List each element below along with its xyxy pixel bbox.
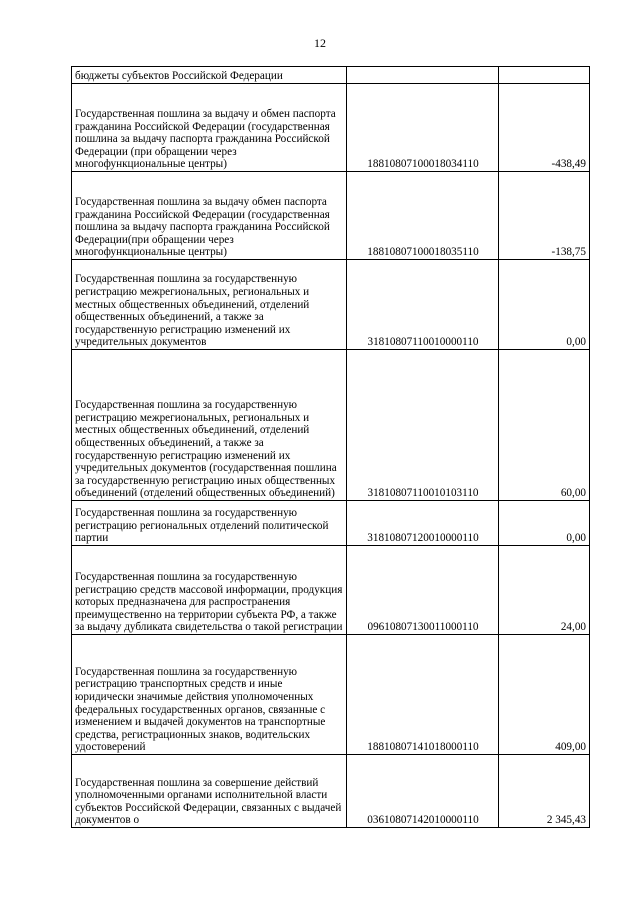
budget-code-cell: 18810807141018000110 bbox=[347, 635, 499, 755]
amount-cell bbox=[499, 67, 590, 84]
budget-code-cell bbox=[347, 67, 499, 84]
table-row bbox=[72, 350, 590, 501]
amount-cell: 409,00 bbox=[499, 635, 590, 755]
budget-code-cell: 18810807100018035110 bbox=[347, 172, 499, 260]
budget-code-cell: 09610807130011000110 bbox=[347, 546, 499, 635]
table-row bbox=[72, 546, 590, 635]
budget-code-cell: 03610807142010000110 bbox=[347, 755, 499, 828]
amount-cell: -438,49 bbox=[499, 84, 590, 172]
amount-cell: 60,00 bbox=[499, 350, 590, 501]
table-row bbox=[72, 755, 590, 828]
budget-code-cell: 18810807100018034110 bbox=[347, 84, 499, 172]
budget-revenue-table bbox=[71, 66, 590, 828]
revenue-name-cell: Государственная пошлина за выдачу и обмен паспорта гражданина Российской Федерации (государственная пошлина за выдачу паспорта гражданина Российской Федерации (при обращении через многофункциональные центры) bbox=[72, 84, 347, 172]
table-row bbox=[72, 172, 590, 260]
amount-cell: 24,00 bbox=[499, 546, 590, 635]
budget-code-cell: 31810807110010000110 bbox=[347, 260, 499, 350]
table-row bbox=[72, 260, 590, 350]
budget-code-cell: 31810807120010000110 bbox=[347, 501, 499, 546]
revenue-name-cell: бюджеты субъектов Российской Федерации bbox=[72, 67, 347, 84]
revenue-name-cell: Государственная пошлина за совершение действий уполномоченными органами исполнительной власти субъектов Российской Федерации, связанных с выдачей документов о bbox=[72, 755, 347, 828]
revenue-name-cell: Государственная пошлина за государственную регистрацию межрегиональных, региональных и местных общественных объединений, отделений общественных объединений, а также за государственную регистрацию изменений их учредительных документов bbox=[72, 260, 347, 350]
amount-cell: 0,00 bbox=[499, 501, 590, 546]
table-row bbox=[72, 501, 590, 546]
table-row bbox=[72, 84, 590, 172]
amount-cell: 2 345,43 bbox=[499, 755, 590, 828]
revenue-name-cell: Государственная пошлина за государственную регистрацию средств массовой информации, продукция которых предназначена для распространения преимущественно на территории субъекта РФ, а также за выдачу дубликата свидетельства о такой регистрации bbox=[72, 546, 347, 635]
table-row bbox=[72, 635, 590, 755]
revenue-name-cell: Государственная пошлина за государственную регистрацию региональных отделений политической партии bbox=[72, 501, 347, 546]
revenue-name-cell: Государственная пошлина за государственную регистрацию межрегиональных, региональных и местных общественных объединений, отделений общественных объединений, а также за государственную регистрацию изменений их учредительных документов (государственная пошлина за государственную регистрацию иных общественных объединений (отделений общественных объединений) bbox=[72, 350, 347, 501]
amount-cell: 0,00 bbox=[499, 260, 590, 350]
amount-cell: -138,75 bbox=[499, 172, 590, 260]
page-number: 12 bbox=[314, 36, 326, 50]
revenue-name-cell: Государственная пошлина за государственную регистрацию транспортных средств и иные юридически значимые действия уполномоченных федеральных государственных органов, связанные с изменением и выдачей документов на транспортные средства, регистрационных знаков, водительских удостоверений bbox=[72, 635, 347, 755]
budget-code-cell: 31810807110010103110 bbox=[347, 350, 499, 501]
revenue-name-cell: Государственная пошлина за выдачу обмен паспорта гражданина Российской Федерации (государственная пошлина за выдачу паспорта гражданина Российской Федерации(при обращении через многофункциональные центры) bbox=[72, 172, 347, 260]
table-row bbox=[72, 67, 590, 84]
